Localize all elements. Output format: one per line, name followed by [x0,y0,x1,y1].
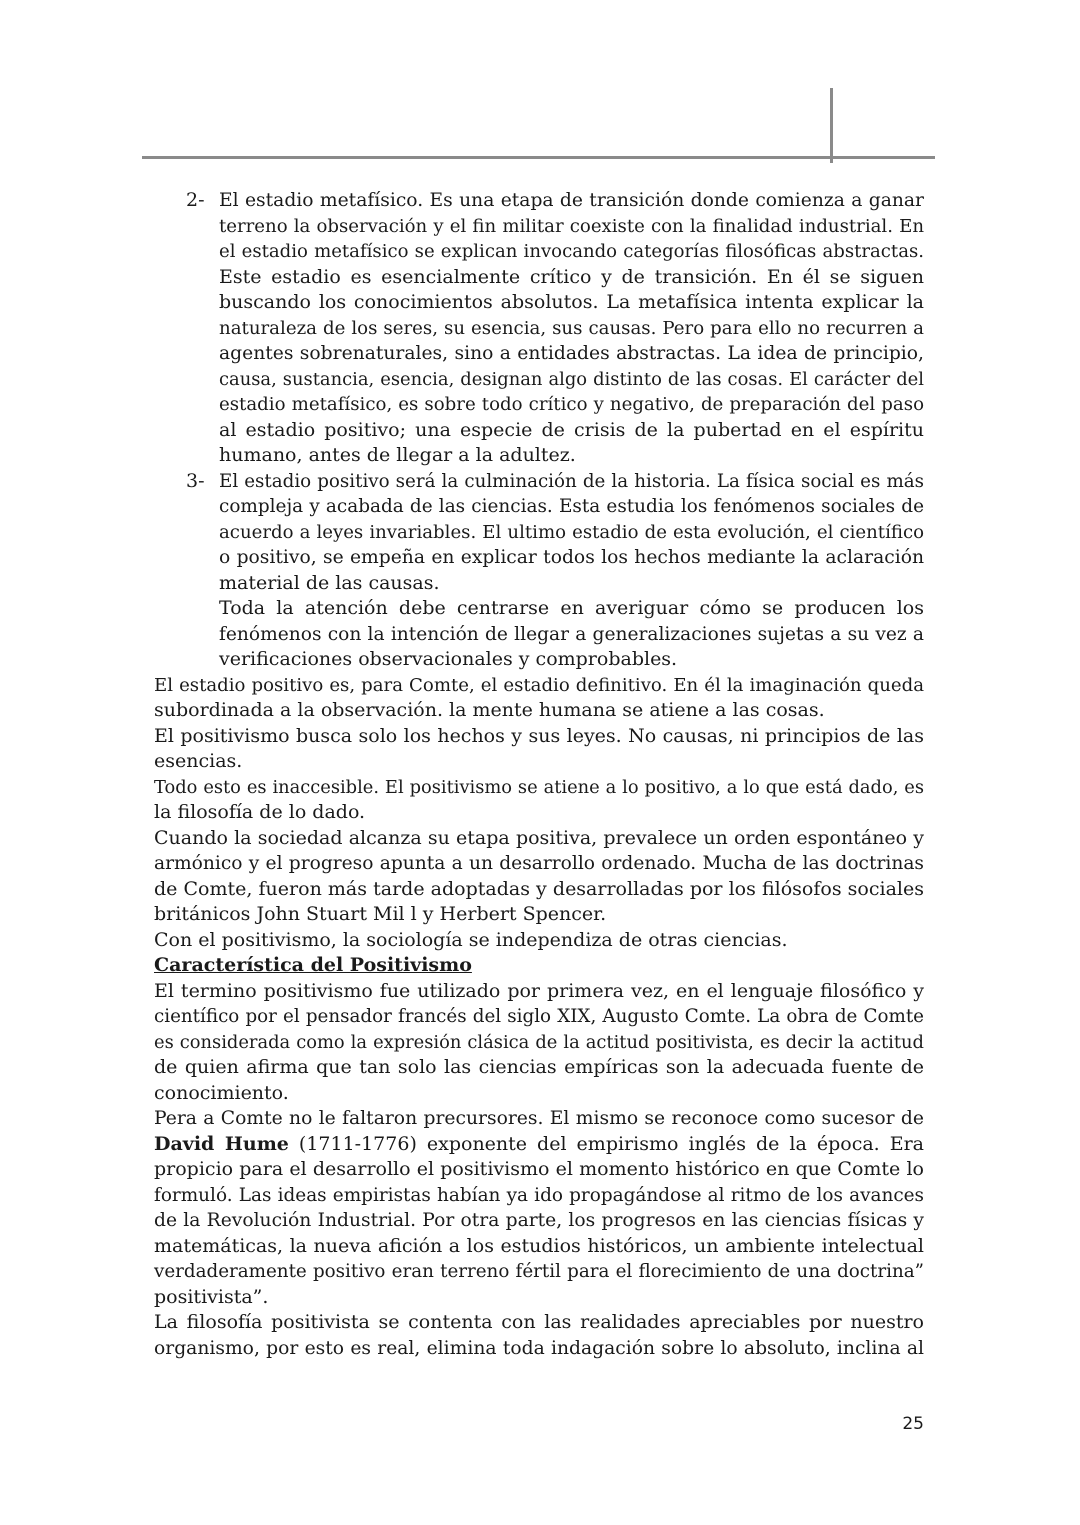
text-line: científico por el pensador francés del siglo XIX, Augusto Comte. La obra de Comte [154,1006,924,1027]
text-line: armónico y el progreso apunta a un desarrollo ordenado. Mucha de las doctrinas [154,853,924,874]
text-line: buscando los conocimientos absolutos. La metafísica intenta explicar la [219,291,924,313]
text-line: verificaciones observacionales y comprobables. [219,648,678,670]
bold-name: David Hume [154,1132,289,1155]
text-line: naturaleza de los seres, su esencia, sus causas. Pero para ello no recurren a [219,317,924,339]
text-line: conocimiento. [154,1081,289,1104]
paragraph-8 [154,1310,924,1361]
text-line: británicos John Stuart Mil l y Herbert Spencer. [154,903,607,925]
text-line: de la Revolución Industrial. Por otra parte, los progresos en las ciencias físicas y [154,1210,924,1231]
text-line-with-name [154,1132,924,1158]
header-rule [142,156,935,159]
list-number: 3- [186,469,205,492]
text-line: positivista”. [154,1285,269,1308]
text-line: El estadio positivo será la culminación de la historia. La física social es más [219,470,924,492]
list-item-3-text [219,469,924,673]
page-body [154,188,924,1361]
text-line: esencias. [154,750,243,772]
text-line: acuerdo a leyes invariables. El ultimo estadio de esta evolución, el científico [219,521,924,543]
text-line: es considerada como la expresión clásica de la actitud positivista, es decir la actitud [154,1031,924,1053]
text-line: El estadio metafísico. Es una etapa de transición donde comienza a ganar [219,190,924,211]
text-line: o positivo, se empeña en explicar todos los hechos mediante la aclaración [219,547,924,568]
header-tick [830,88,833,163]
text-line: Cuando la sociedad alcanza su etapa positiva, prevalece un orden espontáneo y [154,826,924,849]
list-item-2 [154,188,924,469]
page-number: 25 [902,1414,924,1434]
text-line: subordinada a la observación. la mente humana se atiene a las cosas. [154,699,825,721]
paragraph-6 [154,979,924,1107]
paragraph-7 [154,1106,924,1310]
text-line: de quien afirma que tan solo las ciencias empíricas son la adecuada fuente de [154,1056,924,1078]
text-line: estadio metafísico, es sobre todo crítico y negativo, de preparación del paso [219,394,924,415]
text-line: material de las causas. [219,571,440,594]
text-line: propicio para el desarrollo el positivismo el momento histórico en que Comte lo [154,1158,924,1180]
section-heading: Característica del Positivismo [154,954,472,976]
list-number: 2- [186,189,205,211]
list-item-2-text [219,188,924,469]
text-line: la filosofía de lo dado. [154,801,366,823]
text-line: humano, antes de llegar a la adultez. [219,444,576,466]
text-line: al estadio positivo; una especie de crisis de la pubertad en el espíritu [219,418,924,441]
text-line: Pera a Comte no le faltaron precursores. El mismo se reconoce como sucesor de [154,1108,924,1129]
text-line: matemáticas, la nueva afición a los estudios históricos, un ambiente intelectual [154,1234,924,1257]
paragraph-3 [154,775,924,826]
paragraph-1 [154,673,924,724]
list-item-3 [154,469,924,673]
text-line: el estadio metafísico se explican invocando categorías filosóficas abstractas. [219,241,924,262]
text-line: de Comte, fueron más tarde adoptadas y desarrolladas por los filósofos sociales [154,877,924,900]
text-line: Todo esto es inaccesible. El positivismo se atiene a lo positivo, a lo que está dado, es [154,776,924,798]
text-line: El estadio positivo es, para Comte, el estadio definitivo. En él la imaginación queda [154,674,924,696]
text-line: fenómenos con la intención de llegar a generalizaciones sujetas a su vez a [219,623,924,645]
text-line: Toda la atención debe centrarse en averiguar cómo se producen los [219,597,924,619]
text-line: causa, sustancia, esencia, designan algo distinto de las cosas. El carácter del [219,368,924,390]
text-line: verdaderamente positivo eran terreno fértil para el florecimiento de una doctrina” [154,1261,924,1282]
text-line: organismo, por esto es real, elimina toda indagación sobre lo absoluto, inclina al [154,1337,924,1359]
paragraph-2 [154,724,924,775]
text-line: La filosofía positivista se contenta con las realidades apreciables por nuestro [154,1311,924,1333]
text-line: Este estadio es esencialmente crítico y de transición. En él se siguen [219,265,924,288]
text-line: formuló. Las ideas empiristas habían ya ido propagándose al ritmo de los avances [154,1184,924,1206]
paragraph-4 [154,826,924,928]
text-line: agentes sobrenaturales, sino a entidades abstractas. La idea de principio, [219,343,924,364]
text-line: El termino positivismo fue utilizado por primera vez, en el lenguaje filosófico y [154,979,924,1002]
text-line: terreno la observación y el fin militar coexiste con la finalidad industrial. En [219,215,924,237]
text-line: compleja y acabada de las ciencias. Esta estudia los fenómenos sociales de [219,496,924,517]
text-line: El positivismo busca solo los hechos y sus leyes. No causas, ni principios de las [154,724,924,747]
text-run: (1711-1776) exponente del empirismo inglés de la época. Era [288,1132,925,1155]
paragraph-5 [154,928,924,954]
text-line: Con el positivismo, la sociología se independiza de otras ciencias. [154,928,788,951]
